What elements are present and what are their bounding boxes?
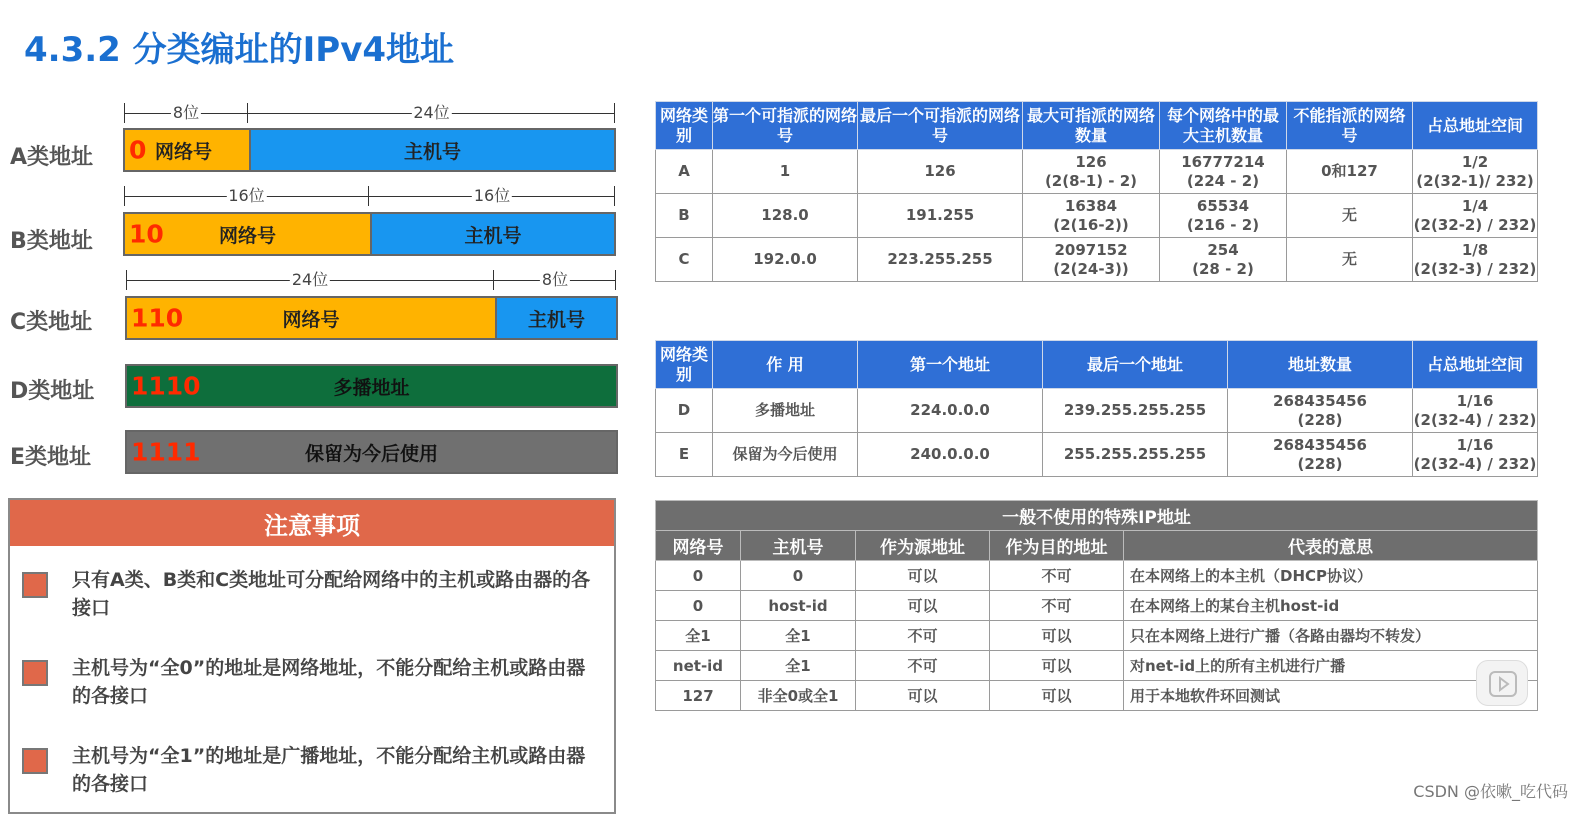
- class-b-host-width: 16位: [369, 186, 615, 206]
- table-row: 全1 全1 不可 可以 只在本网络上进行广播（各路由器均不转发）: [656, 621, 1538, 651]
- note-text: 主机号为“全0”的地址是网络地址，不能分配给主机或路由器的各接口: [72, 657, 586, 707]
- table-header: 每个网络中的最大主机数量: [1160, 102, 1287, 150]
- table-header: 作为源地址: [856, 531, 990, 561]
- class-a-net-segment: 0 网络号: [125, 130, 249, 170]
- bullet-square-icon: [22, 660, 48, 686]
- class-a-host-width: 24位: [248, 103, 615, 123]
- table-header: 第一个地址: [858, 341, 1043, 389]
- class-c-net-segment: 110 网络号: [127, 298, 495, 338]
- table-row: net-id 全1 不可 可以 对net-id上的所有主机进行广播: [656, 651, 1538, 681]
- table-row: A 1 126 126 (2(8-1) - 2) 16777214 (224 - 2) 0和127 1/2 (2(32-1)/ 232): [656, 150, 1538, 194]
- class-b-bar: [123, 212, 616, 256]
- class-b-host-segment: 主机号: [370, 214, 614, 254]
- table-row: 127 非全0或全1 可以 可以 用于本地软件环回测试: [656, 681, 1538, 711]
- table-row: B 128.0 191.255 16384 (2(16-2)) 65534 (216 - 2) 无 1/4 (2(32-2) / 232): [656, 194, 1538, 238]
- class-d-bar: [125, 364, 618, 408]
- table-row: 0 host-id 可以 不可 在本网络上的某台主机host-id: [656, 591, 1538, 621]
- special-ip-table: [655, 500, 1538, 711]
- table-header: 最后一个可指派的网络号: [858, 102, 1023, 150]
- class-e-label: E类地址: [10, 445, 92, 470]
- table-header: 占总地址空间: [1413, 102, 1538, 150]
- table-row: 0 0 可以 不可 在本网络上的本主机（DHCP协议）: [656, 561, 1538, 591]
- class-c-label: C类地址: [10, 310, 93, 335]
- class-a-net-width: 8位: [124, 103, 248, 123]
- table-header: 占总地址空间: [1413, 341, 1538, 389]
- class-c-host-width: 8位: [494, 270, 616, 290]
- table-header: 主机号: [741, 531, 856, 561]
- table-row: E 保留为今后使用 240.0.0.0 255.255.255.255 268435456 (228) 1/16 (2(32-4) / 232): [656, 433, 1538, 477]
- note-text: 主机号为“全1”的地址是广播地址，不能分配给主机或路由器的各接口: [72, 745, 586, 795]
- class-e-segment: 1111 保留为今后使用: [127, 432, 616, 472]
- table-header: 网络号: [656, 531, 741, 561]
- de-class-table: [655, 340, 1538, 477]
- table-header: 网络类别: [656, 102, 713, 150]
- class-a-bar: [123, 128, 616, 172]
- table-header: 最后一个地址: [1043, 341, 1228, 389]
- play-icon[interactable]: [1476, 660, 1528, 706]
- page-title: 4.3.2 分类编址的IPv4地址: [24, 30, 455, 70]
- table-header: 网络类别: [656, 341, 713, 389]
- class-e-bar: [125, 430, 618, 474]
- table-row: C 192.0.0 223.255.255 2097152 (2(24-3)) 254 (28 - 2) 无 1/8 (2(32-3) / 232): [656, 238, 1538, 282]
- table-header: 不能指派的网络号: [1287, 102, 1413, 150]
- watermark: CSDN @依嗽_吃代码: [1413, 782, 1568, 801]
- table-header: 代表的意思: [1124, 531, 1538, 561]
- class-b-net-segment: 10 网络号: [125, 214, 370, 254]
- class-b-label: B类地址: [10, 229, 93, 254]
- bullet-square-icon: [22, 572, 48, 598]
- class-d-label: D类地址: [10, 379, 95, 404]
- notes-title: 注意事项: [10, 500, 614, 546]
- table-header: 最大可指派的网络数量: [1023, 102, 1160, 150]
- table-header: 作 用: [713, 341, 858, 389]
- class-b-net-width: 16位: [124, 186, 369, 206]
- class-c-net-width: 24位: [126, 270, 494, 290]
- table-header: 作为目的地址: [990, 531, 1124, 561]
- class-c-bar: [125, 296, 618, 340]
- special-table-title: 一般不使用的特殊IP地址: [656, 501, 1538, 531]
- notes-box: [8, 498, 616, 814]
- note-text: 只有A类、B类和C类地址可分配给网络中的主机或路由器的各接口: [72, 569, 591, 619]
- class-a-label: A类地址: [10, 145, 94, 170]
- class-a-host-segment: 主机号: [249, 130, 614, 170]
- class-c-host-segment: 主机号: [495, 298, 616, 338]
- class-d-segment: 1110 多播地址: [127, 366, 616, 406]
- table-header: 第一个可指派的网络号: [713, 102, 858, 150]
- bullet-square-icon: [22, 748, 48, 774]
- table-row: D 多播地址 224.0.0.0 239.255.255.255 268435456 (228) 1/16 (2(32-4) / 232): [656, 389, 1538, 433]
- abc-class-table: [655, 101, 1538, 282]
- table-header: 地址数量: [1228, 341, 1413, 389]
